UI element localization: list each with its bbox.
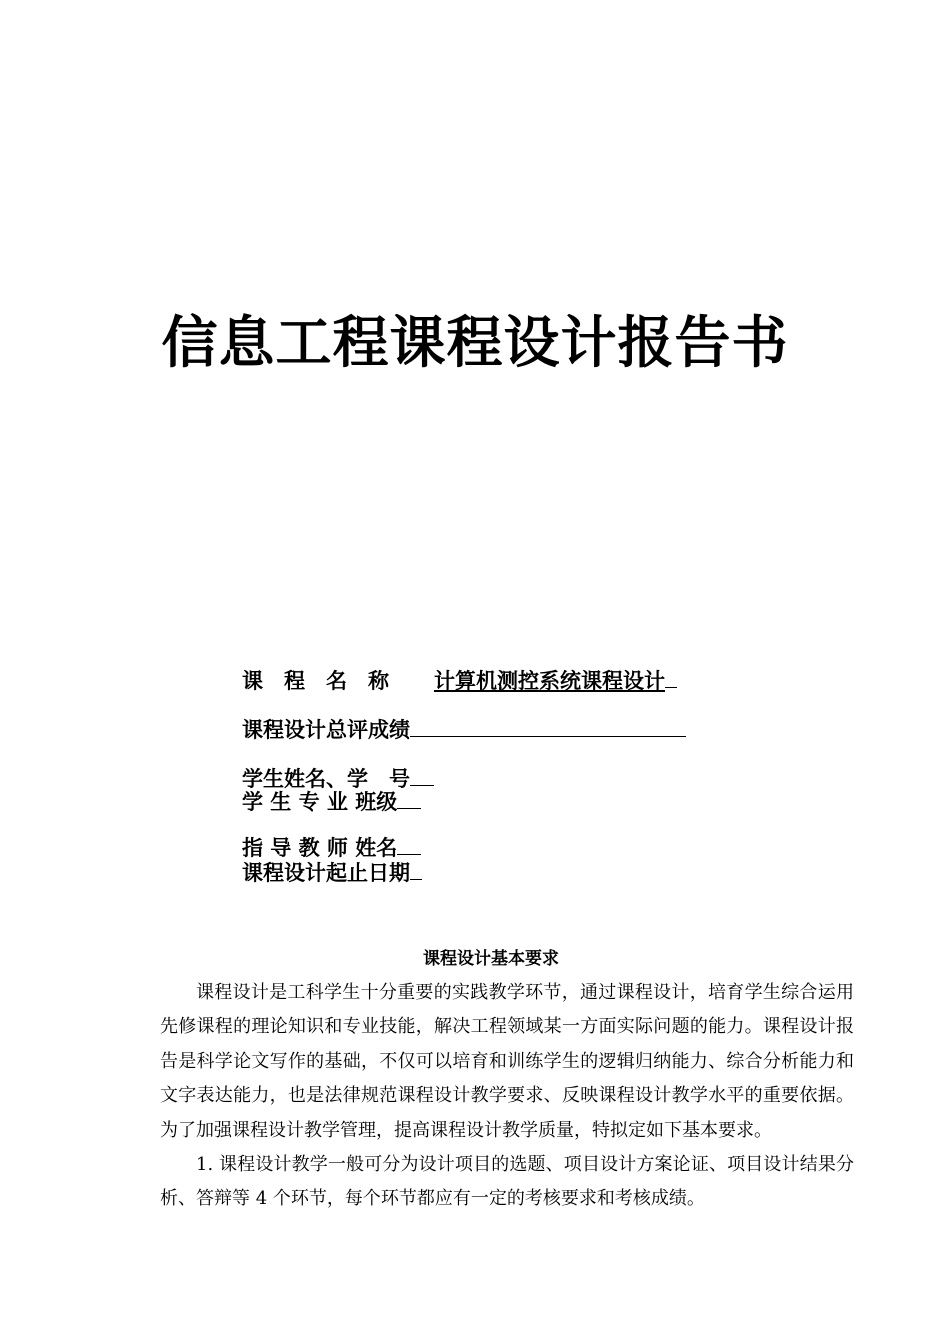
requirements-heading: 课程设计基本要求: [423, 949, 559, 969]
student-label: 学生姓名、学 号: [242, 767, 410, 791]
course-name-value: 计算机测控系统课程设计: [434, 669, 665, 693]
course-name-row: [242, 667, 677, 694]
requirements-body: [160, 976, 854, 1217]
teacher-label: 指 导 教 师 姓名: [242, 836, 398, 860]
date-row: [242, 859, 422, 886]
date-label: 课程设计起止日期: [242, 861, 410, 885]
course-name-label: 课 程 名 称: [242, 669, 389, 693]
major-label: 学 生 专 业 班级: [242, 790, 398, 814]
date-field: [410, 859, 422, 880]
teacher-row: [242, 834, 421, 861]
score-label: 课程设计总评成绩: [242, 718, 410, 742]
score-row: [242, 716, 686, 743]
course-name-underline: [665, 667, 677, 688]
report-title: 信息工程课程设计报告书: [161, 311, 789, 376]
student-field: [410, 765, 434, 786]
score-field: [410, 716, 686, 737]
teacher-field: [397, 834, 421, 855]
major-row: [242, 788, 421, 815]
major-field: [397, 788, 421, 809]
requirements-paragraph-1: 课程设计是工科学生十分重要的实践教学环节，通过课程设计，培育学生综合运用先修课程的理论知识和专业技能，解决工程领域某一方面实际问题的能力。课程设计报告是科学论文写作的基础，不仅可以培育和训练学生的逻辑归纳能力、综合分析能力和文字表达能力，也是法律规范课程设计教学要求、反映课程设计教学水平的重要依据。为了加强课程设计教学管理，提高课程设计教学质量，特拟定如下基本要求。: [160, 982, 854, 1141]
requirements-paragraph-2: 1. 课程设计教学一般可分为设计项目的选题、项目设计方案论证、项目设计结果分析、答辩等 4 个环节，每个环节都应有一定的考核要求和考核成绩。: [160, 1154, 854, 1210]
